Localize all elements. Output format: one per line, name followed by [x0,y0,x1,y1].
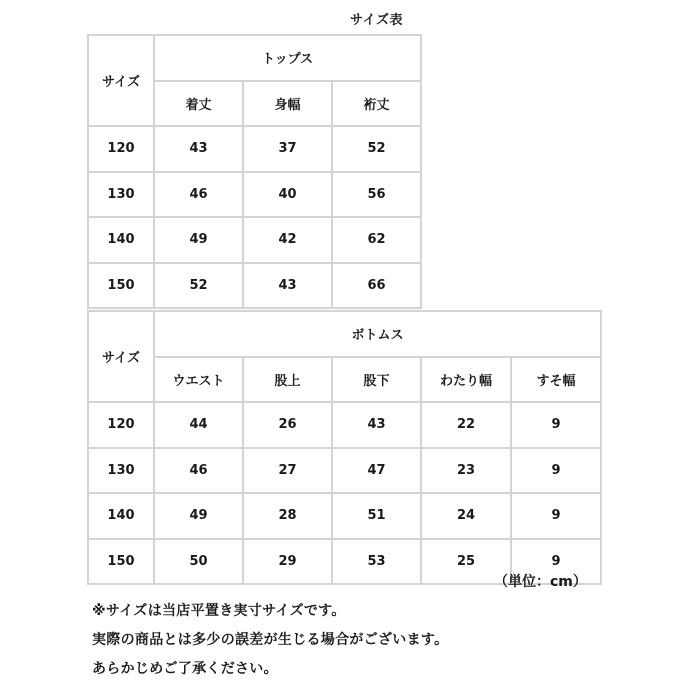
value-cell: 50 [154,539,243,585]
table-row [88,448,601,494]
table-header-row [88,311,601,357]
bottoms-group-header: ボトムス [154,311,601,357]
column-header: 着丈 [154,81,243,127]
column-header: ウエスト [154,357,243,403]
size-cell: 140 [88,493,154,539]
value-cell: 49 [154,217,243,263]
size-cell: 130 [88,172,154,218]
value-cell: 43 [243,263,332,309]
value-cell: 37 [243,126,332,172]
table-row [88,217,421,263]
value-cell: 22 [421,402,511,448]
size-cell: 130 [88,448,154,494]
value-cell: 43 [154,126,243,172]
note-line: ※サイズは当店平置き実寸サイズです。 [92,603,346,619]
size-cell: 120 [88,402,154,448]
table-row [88,126,421,172]
column-header: 身幅 [243,81,332,127]
table-row [88,402,601,448]
column-header: わたり幅 [421,357,511,403]
table-row [88,493,601,539]
column-header: すそ幅 [511,357,601,403]
tops-size-table [87,34,422,309]
value-cell: 49 [154,493,243,539]
value-cell: 9 [511,539,601,585]
value-cell: 46 [154,448,243,494]
size-cell: 120 [88,126,154,172]
value-cell: 28 [243,493,332,539]
value-cell: 9 [511,493,601,539]
size-cell: 140 [88,217,154,263]
value-cell: 52 [332,126,421,172]
size-header: サイズ [88,35,154,126]
page-title: サイズ表 [350,13,403,28]
value-cell: 66 [332,263,421,309]
bottoms-size-table [87,310,602,585]
value-cell: 25 [421,539,511,585]
note-line: 実際の商品とは多少の誤差が生じる場合がございます。 [92,632,449,648]
size-header: サイズ [88,311,154,402]
value-cell: 53 [332,539,421,585]
value-cell: 47 [332,448,421,494]
value-cell: 52 [154,263,243,309]
value-cell: 9 [511,402,601,448]
value-cell: 40 [243,172,332,218]
value-cell: 44 [154,402,243,448]
value-cell: 43 [332,402,421,448]
value-cell: 24 [421,493,511,539]
value-cell: 56 [332,172,421,218]
tops-group-header: トップス [154,35,421,81]
column-header: 股下 [332,357,421,403]
table-subheader-row [88,357,601,403]
value-cell: 9 [511,448,601,494]
value-cell: 62 [332,217,421,263]
size-cell: 150 [88,539,154,585]
notes [92,597,448,684]
size-cell: 150 [88,263,154,309]
value-cell: 42 [243,217,332,263]
table-header-row [88,35,421,81]
column-header: 股上 [243,357,332,403]
value-cell: 29 [243,539,332,585]
table-row [88,263,421,309]
table-row [88,172,421,218]
column-header: 裄丈 [332,81,421,127]
value-cell: 23 [421,448,511,494]
value-cell: 51 [332,493,421,539]
note-line: あらかじめご了承ください。 [92,661,278,677]
value-cell: 27 [243,448,332,494]
value-cell: 26 [243,402,332,448]
unit-note: （単位：cm） [494,574,587,590]
value-cell: 46 [154,172,243,218]
